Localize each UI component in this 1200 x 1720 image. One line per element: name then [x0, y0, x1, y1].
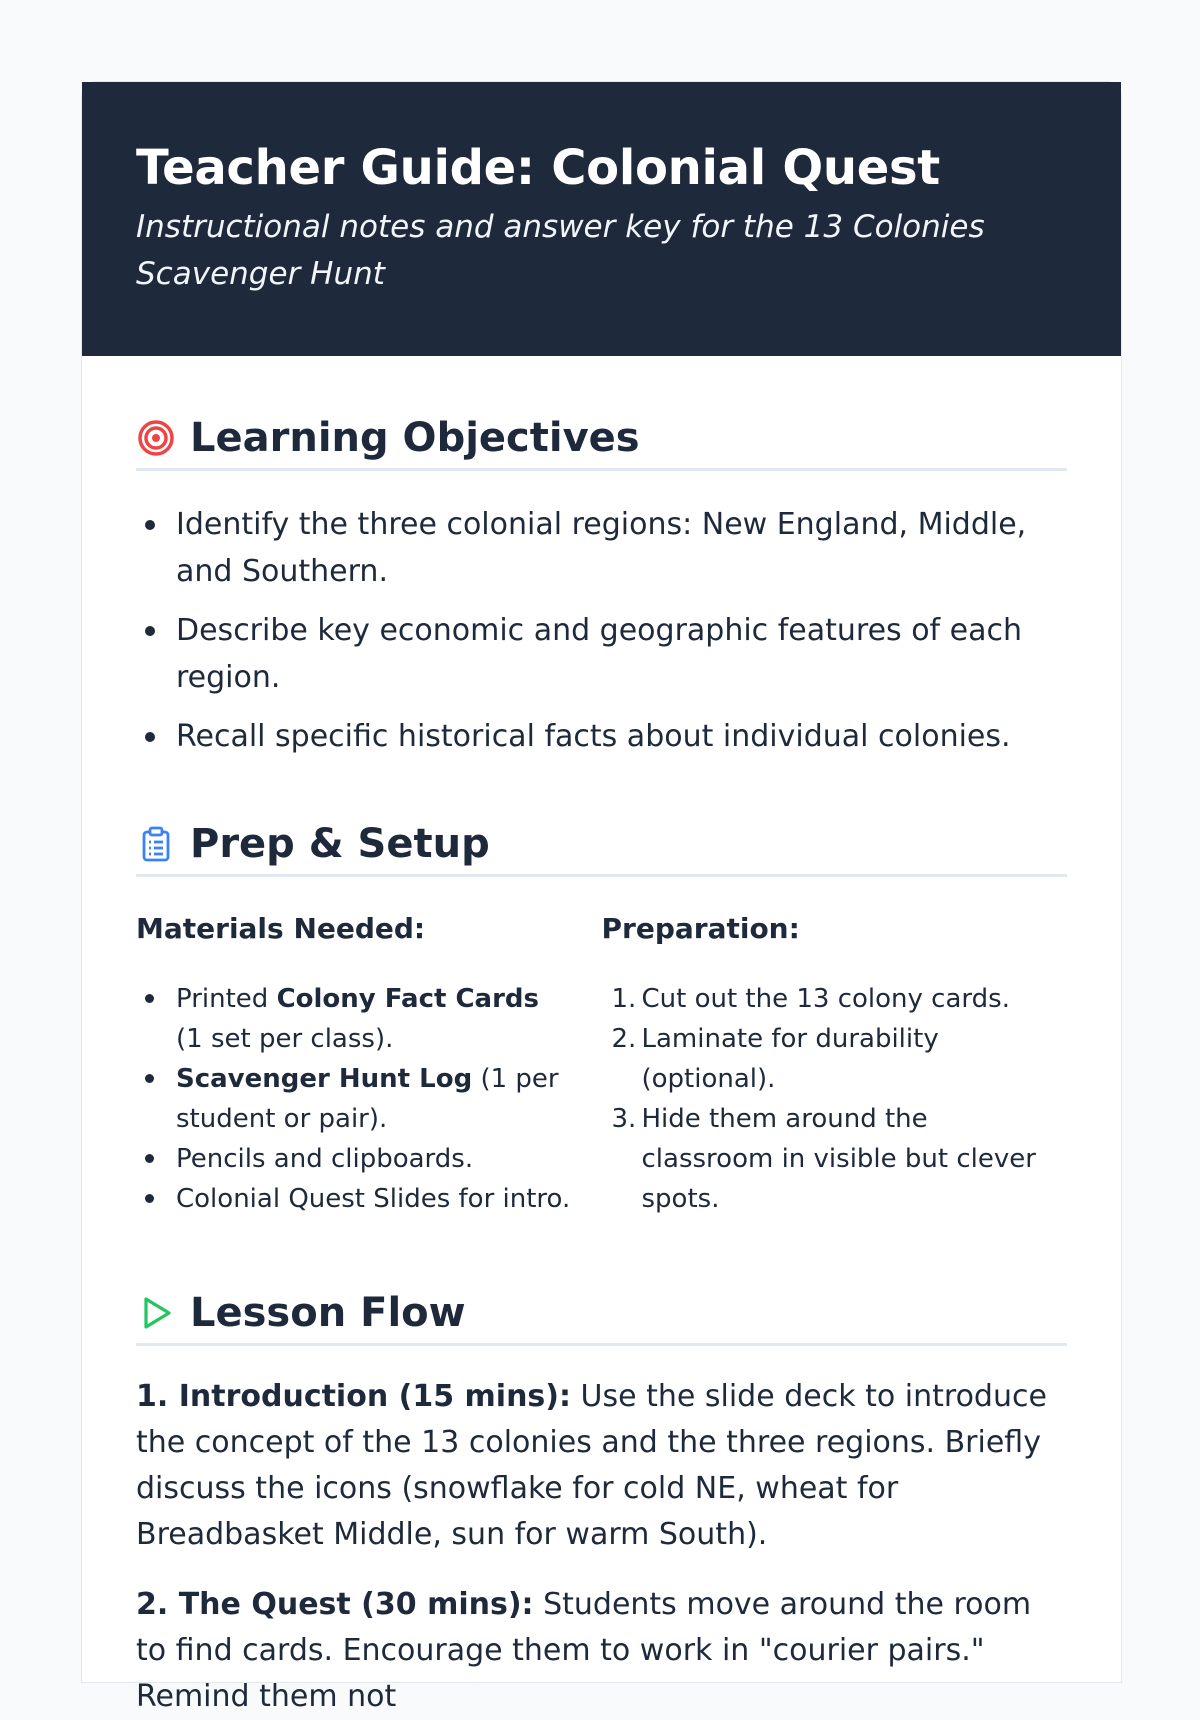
flow-heading: Lesson Flow [190, 1290, 466, 1336]
play-icon [136, 1293, 176, 1333]
materials-list [136, 979, 602, 1219]
list-item: Describe key economic and geographic features of each region. [136, 607, 1067, 701]
guide-header [82, 82, 1121, 356]
prep-heading: Prep & Setup [190, 821, 490, 867]
lesson-flow-section [136, 1285, 1067, 1720]
list-item: Scavenger Hunt Log (1 per student or pair). [136, 1059, 572, 1139]
objectives-heading: Learning Objectives [190, 415, 640, 461]
prep-setup-section [136, 816, 1067, 1219]
guide-content [82, 410, 1121, 1720]
preparation-column [602, 909, 1068, 1219]
clipboard-icon [136, 824, 176, 864]
section-heading [136, 816, 1067, 877]
flow-step: 1. Introduction (15 mins): Use the slide deck to introduce the concept of the 13 colonies and the three regions. Briefly discuss the icons (snowflake for cold NE, wheat for Breadbasket Middle, sun for warm South). [136, 1379, 1047, 1552]
page-subtitle: Instructional notes and answer key for the 13 Colonies Scavenger Hunt [136, 209, 985, 292]
materials-column [136, 909, 602, 1219]
section-heading [136, 410, 1067, 471]
preparation-list [602, 979, 1068, 1219]
objectives-list [136, 501, 1067, 760]
list-item: 1. Cut out the 13 colony cards. [611, 984, 1010, 1014]
prep-columns [136, 909, 1067, 1219]
list-item: Recall specific historical facts about individual colonies. [136, 713, 1067, 760]
page-title: Teacher Guide: Colonial Quest [136, 140, 940, 196]
list-item: 2. Laminate for durability (optional). [611, 1024, 939, 1094]
list-item: Printed Colony Fact Cards (1 set per class). [136, 979, 572, 1059]
target-icon [136, 418, 176, 458]
list-item: Pencils and clipboards. [136, 1139, 572, 1179]
preparation-heading: Preparation: [601, 912, 800, 945]
flow-steps [136, 1374, 1067, 1720]
list-item: 3. Hide them around the classroom in visible but clever spots. [611, 1104, 1036, 1214]
list-item: Colonial Quest Slides for intro. [136, 1179, 572, 1219]
teacher-guide-card [81, 81, 1122, 1714]
learning-objectives-section [136, 410, 1067, 760]
materials-heading: Materials Needed: [136, 912, 426, 945]
section-heading [136, 1285, 1067, 1346]
flow-step: 2. The Quest (30 mins): Students move around the room to find cards. Encourage them to work in "courier pairs." Remind them not [136, 1587, 1032, 1714]
list-item: Identify the three colonial regions: New England, Middle, and Southern. [136, 501, 1067, 595]
